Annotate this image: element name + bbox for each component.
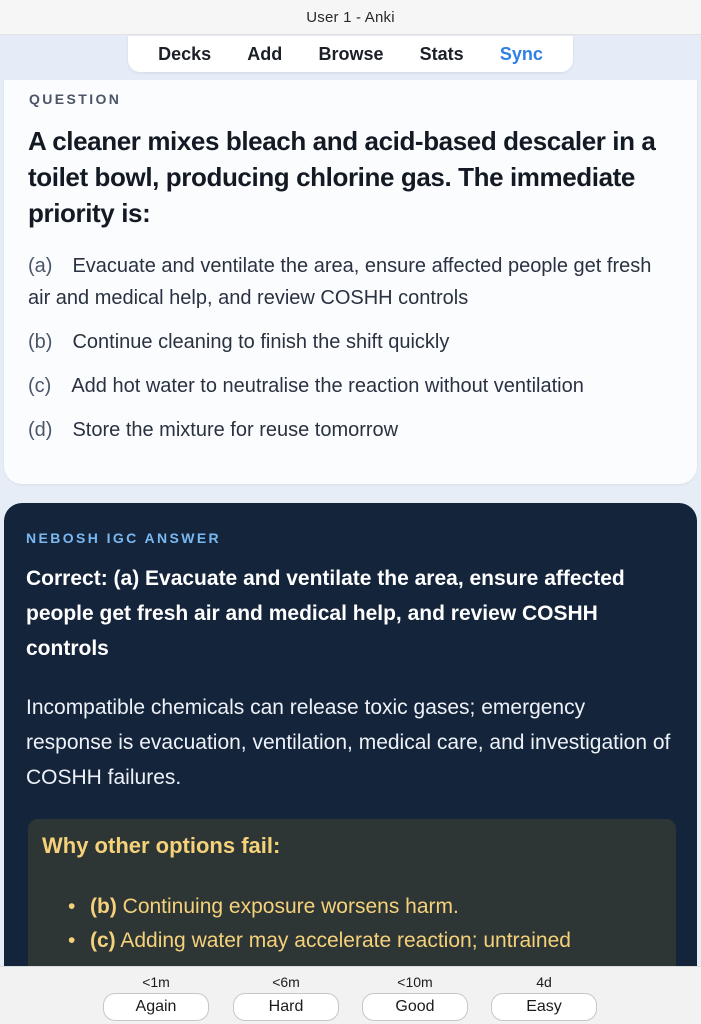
ease-good-group <box>361 971 469 1021</box>
option-a <box>28 250 673 314</box>
ease-again-group <box>102 971 210 1021</box>
ease-again-interval: <1m <box>142 974 170 990</box>
answer-card <box>4 503 697 1024</box>
nav-stats-link[interactable]: Stats <box>419 43 464 64</box>
ease-good-interval: <10m <box>397 974 433 990</box>
ease-hard-group <box>232 971 340 1021</box>
ease-easy-interval: 4d <box>536 974 552 990</box>
question-text: A cleaner mixes bleach and acid-based descaler in a toilet bowl, producing chlorine gas. The immediate priority is: <box>28 126 656 228</box>
again-button[interactable]: Again <box>103 993 209 1021</box>
correct-answer-text: Correct: (a) Evacuate and ventilate the area, ensure affected people get fresh air and medical help, and review COSHH controls <box>26 567 625 660</box>
window-title: User 1 - Anki <box>306 8 395 26</box>
ease-hard-interval: <6m <box>272 974 300 990</box>
option-letter: (a) <box>28 255 53 277</box>
nav-browse-link[interactable]: Browse <box>318 43 384 64</box>
why-title: Why other options fail: <box>42 833 281 858</box>
options-list <box>28 250 673 458</box>
option-letter: (d) <box>28 419 53 441</box>
option-b <box>28 326 673 358</box>
why-item-text: Continuing exposure worsens harm. <box>116 895 459 918</box>
option-text: Add hot water to neutralise the reaction without ventilation <box>71 375 584 397</box>
hard-button[interactable]: Hard <box>233 993 339 1021</box>
nav-sync-link[interactable]: Sync <box>499 43 543 64</box>
question-label: QUESTION <box>29 91 122 107</box>
option-text: Continue cleaning to finish the shift quickly <box>72 331 450 353</box>
easy-button[interactable]: Easy <box>491 993 597 1021</box>
option-c <box>28 370 673 402</box>
good-button[interactable]: Good <box>362 993 468 1021</box>
answer-buttons-bar <box>0 966 701 1024</box>
ease-easy-group <box>490 971 598 1021</box>
answer-explanation: Incompatible chemicals can release toxic gases; emergency response is evacuation, ventilation, medical care, and investigation of COSHH failures. <box>26 696 671 789</box>
nav-add-link[interactable]: Add <box>247 43 283 64</box>
why-list <box>68 890 668 958</box>
option-letter: (c) <box>28 375 52 397</box>
why-item-c <box>68 924 668 958</box>
main-toolbar <box>128 36 573 72</box>
question-card <box>4 80 697 484</box>
why-item-key: (c) <box>90 929 116 952</box>
answer-label: NEBOSH IGC ANSWER <box>26 530 222 546</box>
window-titlebar <box>0 0 701 35</box>
nav-decks-link[interactable]: Decks <box>158 43 212 64</box>
option-letter: (b) <box>28 331 53 353</box>
option-text: Evacuate and ventilate the area, ensure affected people get fresh air and medical help, and review COSHH controls <box>28 255 652 309</box>
why-item-b <box>68 890 668 924</box>
why-item-key: (b) <box>90 895 117 918</box>
option-text: Store the mixture for reuse tomorrow <box>72 419 399 441</box>
why-item-text: Adding water may accelerate reaction; untrained <box>115 929 571 952</box>
option-d <box>28 414 673 446</box>
